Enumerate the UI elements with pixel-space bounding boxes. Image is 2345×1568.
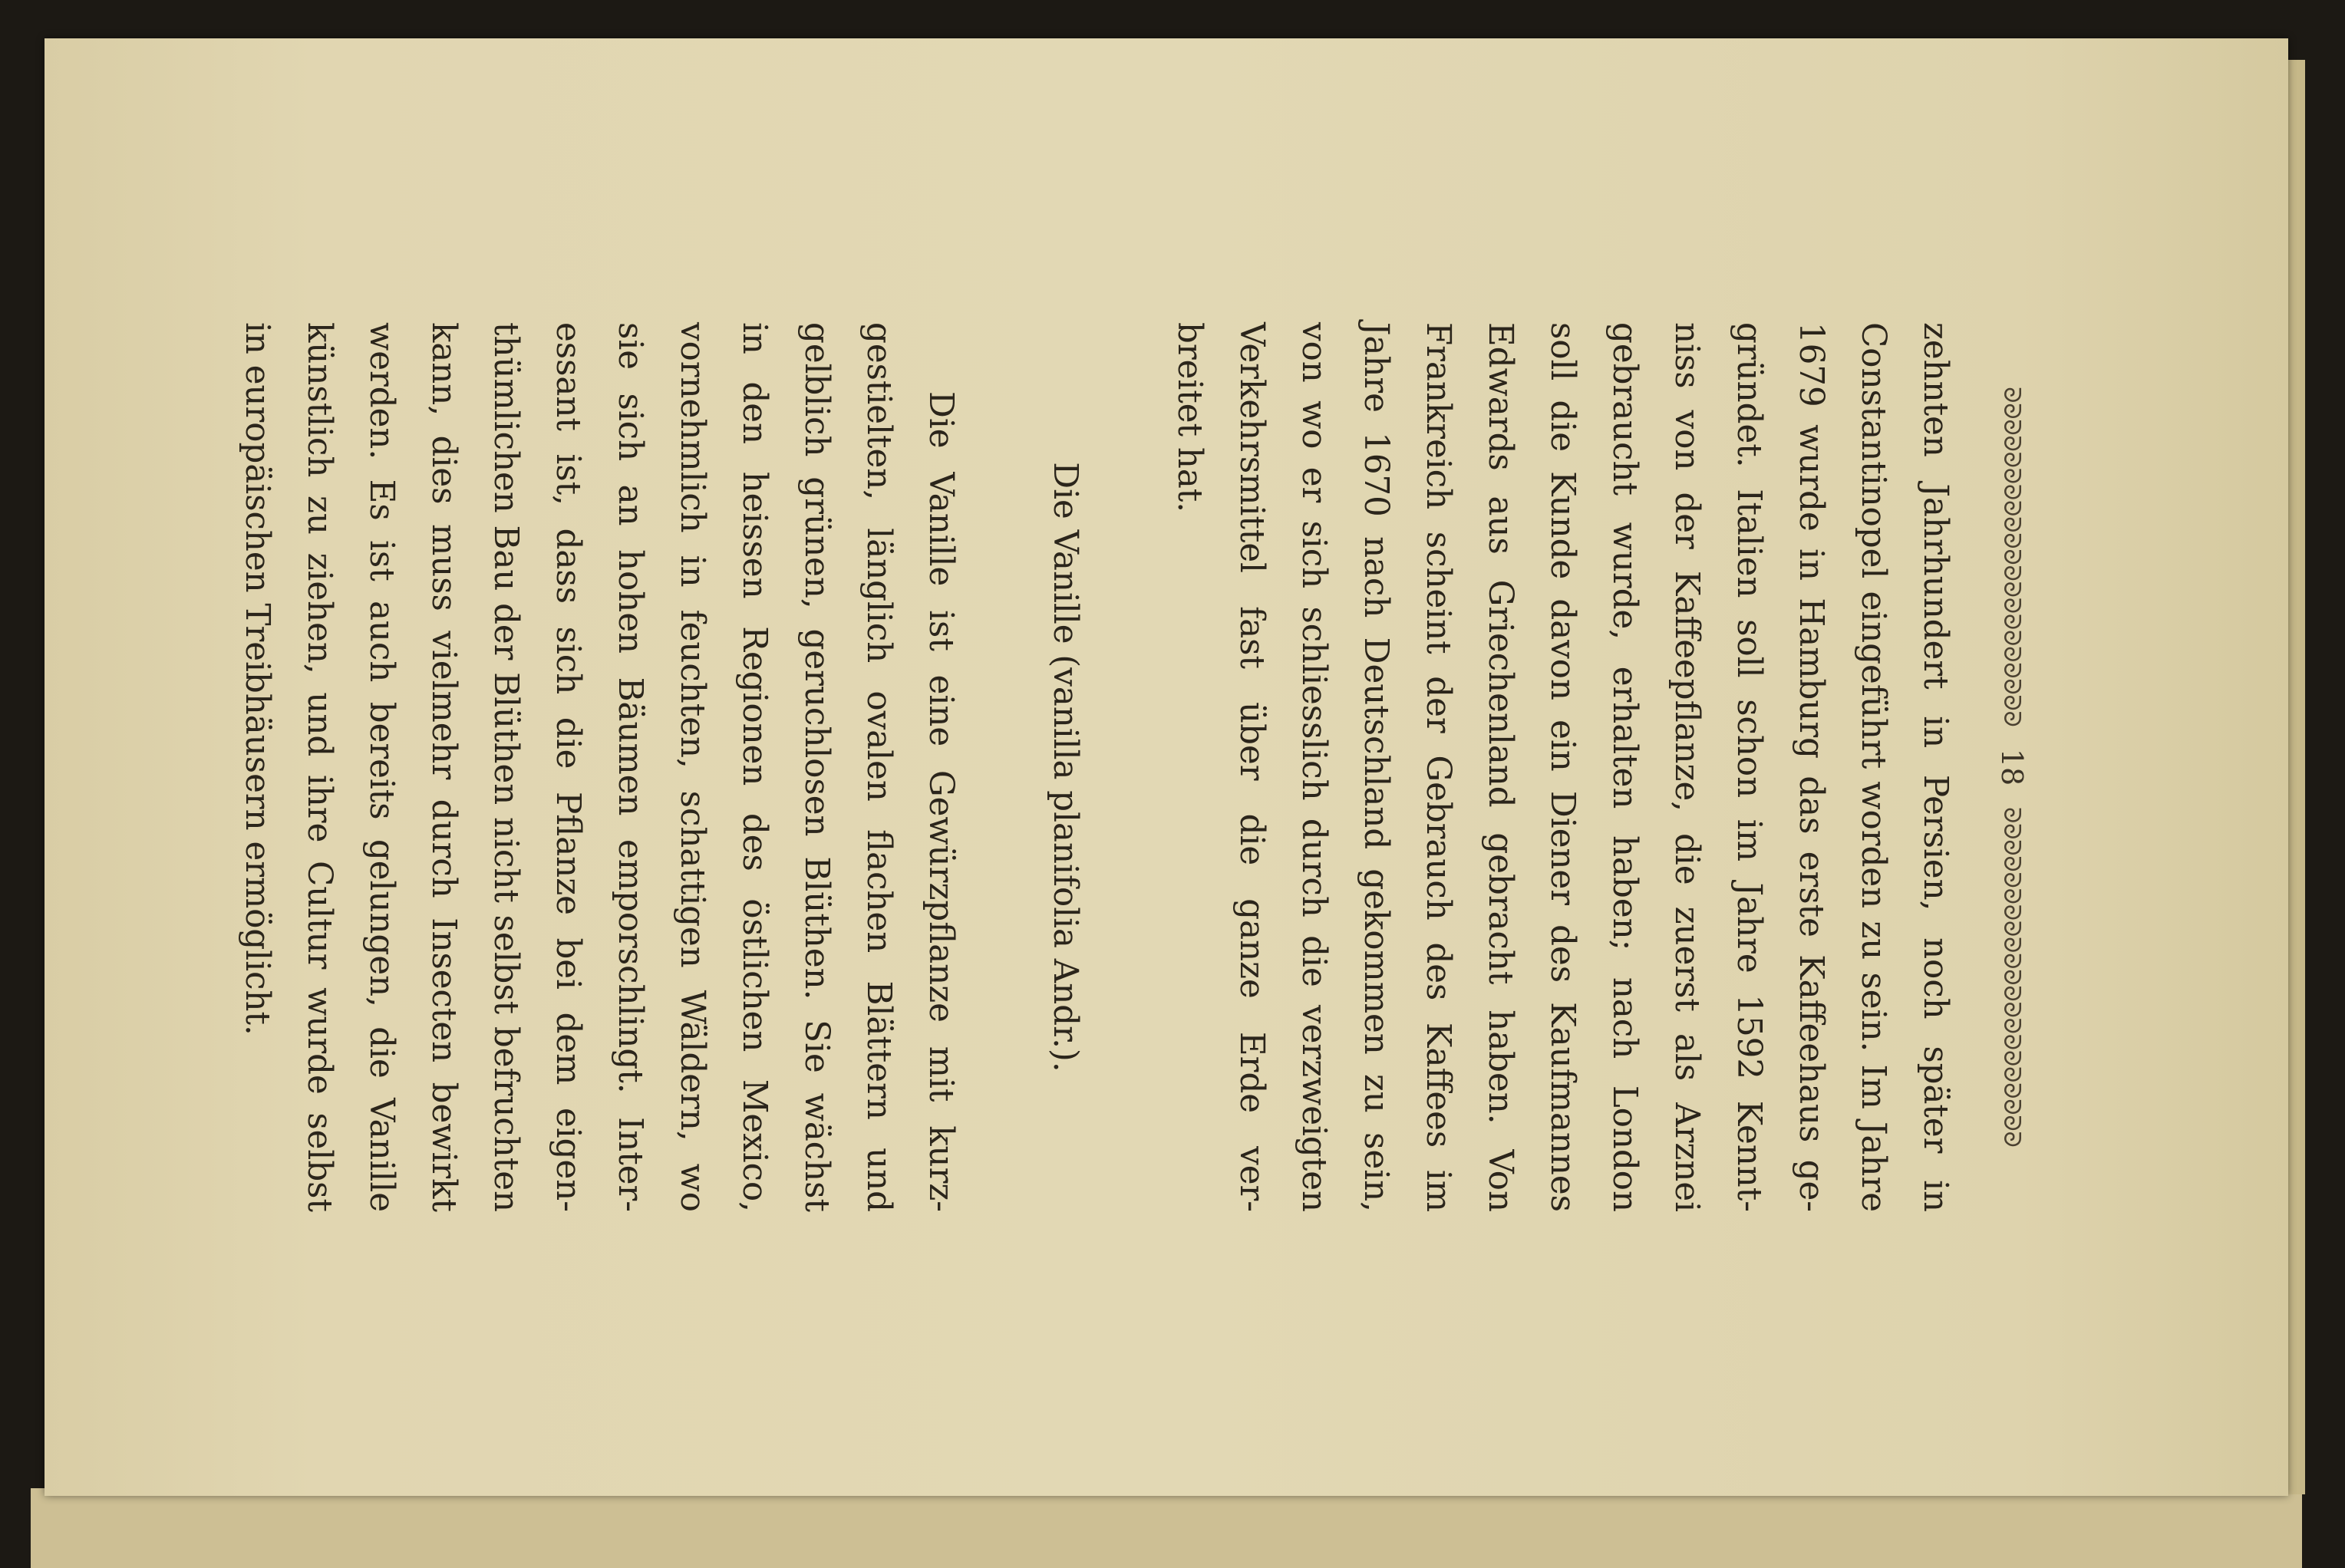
text-line: in europäischen Treibhäusern ermöglicht. <box>238 322 276 1036</box>
text-line: gelblich grünen, geruchlosen Blüthen. Sie wächst <box>797 322 836 1212</box>
text-line: Verkehrsmittel fast über die ganze Erde ver- <box>1232 322 1271 1212</box>
text-line: essant ist, dass sich die Pflanze bei dem eigen- <box>549 322 587 1212</box>
text-line: 1679 wurde in Hamburg das erste Kaffeehaus ge- <box>1792 322 1830 1212</box>
body-text <box>226 322 1966 1212</box>
text-line: soll die Kunde davon ein Diener des Kaufmannes <box>1543 322 1581 1212</box>
text-line: gebraucht wurde, erhalten haben; nach London <box>1605 322 1644 1212</box>
text-line: Jahre 1670 nach Deutschland gekommen zu sein, <box>1357 322 1395 1212</box>
header-ornament-right: ᘐᘐᘐᘐᘐᘐᘐᘐᘐᘐᘐᘐᘐᘐᘐᘐᘐᘐᘐᘐᘐ <box>1998 807 2026 1148</box>
text-line: in den heissen Regionen des östlichen Mexico, <box>735 322 773 1212</box>
text-line: niss von der Kaffeepflanze, die zuerst als Arznei <box>1667 322 1706 1212</box>
rotated-page-content <box>45 38 2288 1496</box>
text-line: thümlichen Bau der Blüthen nicht selbst befruchten <box>486 322 525 1212</box>
text-line: gründet. Italien soll schon im Jahre 1592 Kennt- <box>1730 322 1768 1212</box>
text-line: zehnten Jahrhundert in Persien, noch später in <box>1916 322 1954 1212</box>
section-heading: Die Vanille (vanilla planifolia Andr.). <box>1046 462 1084 1072</box>
text-line: Edwards aus Griechenland gebracht haben. Von <box>1481 322 1519 1212</box>
text-line: gestielten, länglich ovalen flachen Blättern und <box>859 322 898 1212</box>
underlying-page-edge <box>31 1488 2302 1568</box>
running-header <box>1981 322 2043 1212</box>
page-edge-strip <box>2288 60 2305 1494</box>
text-line: Die Vanille ist eine Gewürzpflanze mit kurz- <box>922 391 960 1212</box>
text-line: breitet hat. <box>1170 322 1209 513</box>
text-line: sie sich an hohen Bäumen emporschlingt. Inter- <box>611 322 649 1212</box>
text-line: künstlich zu ziehen, und ihre Cultur wurde selbst <box>300 322 338 1212</box>
text-line: Frankreich scheint der Gebrauch des Kaffees im <box>1419 322 1457 1212</box>
text-line: kann, dies muss vielmehr durch Insecten bewirkt <box>424 322 463 1212</box>
text-line: vornehmlich in feuchten, schattigen Wäldern, wo <box>673 322 711 1212</box>
text-line: von wo er sich schliesslich durch die verzweigten <box>1295 322 1333 1212</box>
page-number: 18 <box>1995 748 2029 786</box>
text-line: werden. Es ist auch bereits gelungen, die Vanille <box>362 322 401 1212</box>
text-line: Constantinopel eingeführt worden zu sein. Im Jahre <box>1854 322 1892 1212</box>
book-page <box>45 38 2288 1496</box>
header-ornament-left: ᘐᘐᘐᘐᘐᘐᘐᘐᘐᘐᘐᘐᘐᘐᘐᘐᘐᘐᘐᘐᘐ <box>1998 387 2026 727</box>
